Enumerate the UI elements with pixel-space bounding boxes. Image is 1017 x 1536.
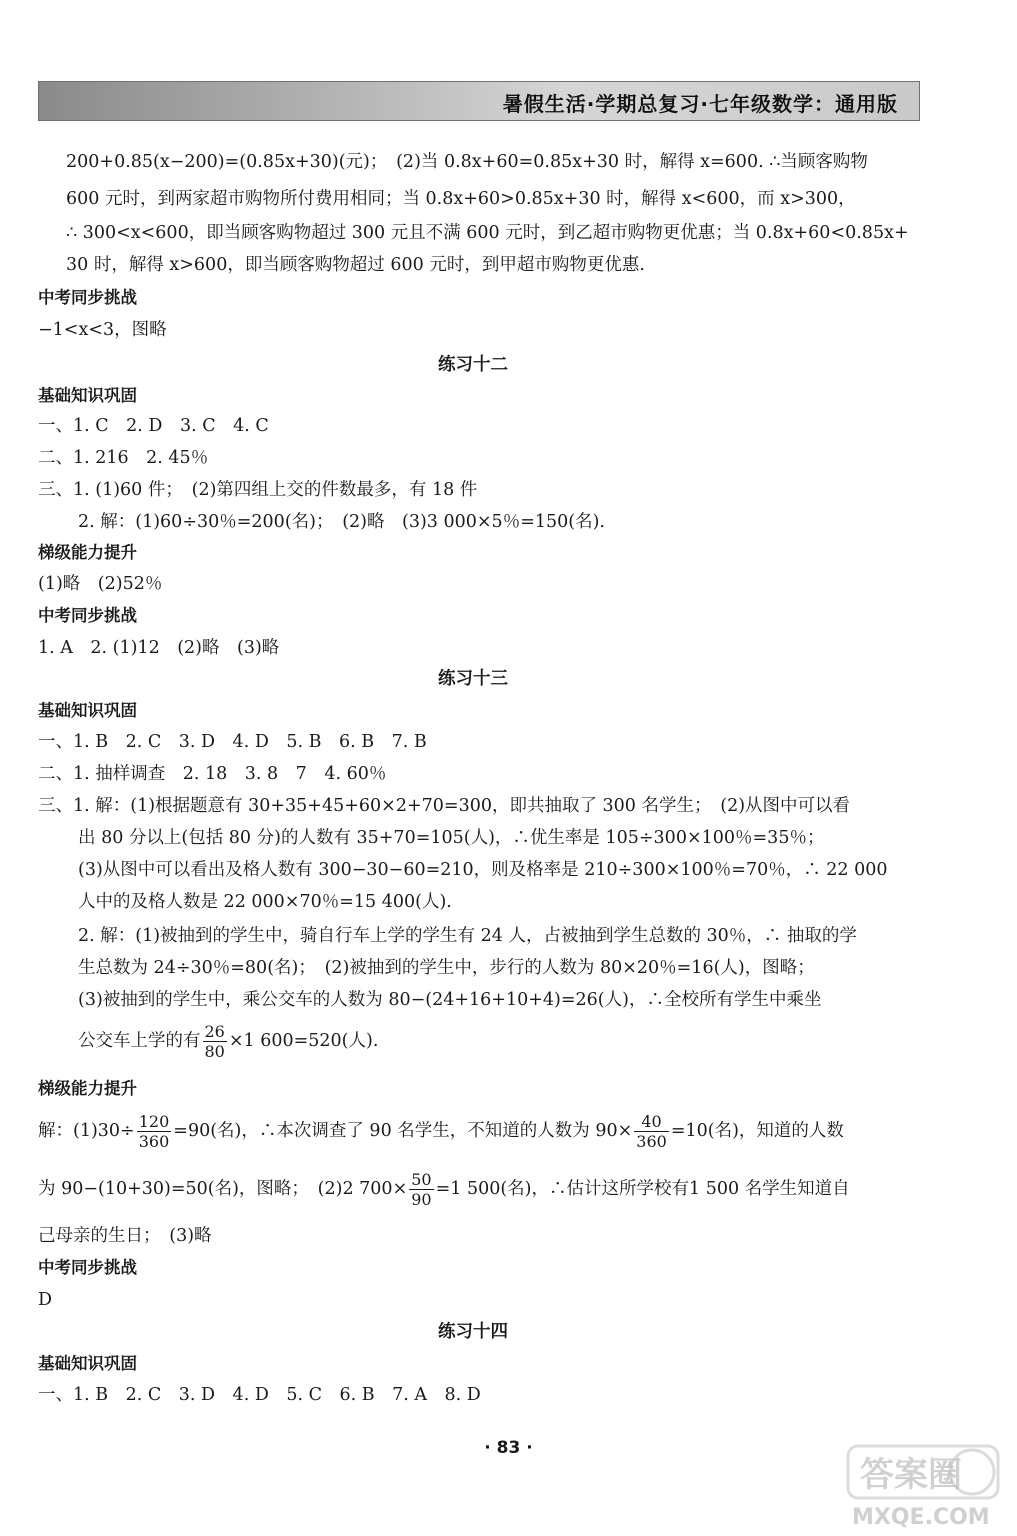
exercise-title: 练习十三 <box>438 669 508 689</box>
fraction <box>137 1112 172 1151</box>
header-title: 暑假生活·学期总复习·七年级数学：通用版 <box>502 92 898 116</box>
text-fragment: 为 90−(10+30)=50(名)，图略； (2)2 700× <box>38 1179 408 1199</box>
answer-line: 三、1. 解：(1)根据题意有 30+35+45+60×2+70=300，即共抽取了 300 名学生； (2)从图中可以看 <box>38 796 851 816</box>
fraction-numerator: 26 <box>204 1022 225 1041</box>
answer-line: 二、1. 216 2. 45％ <box>38 448 209 468</box>
answer-line: 己母亲的生日； (3)略 <box>38 1226 212 1246</box>
header-bar <box>38 81 920 121</box>
answer-line: 一、1. B 2. C 3. D 4. D 5. B 6. B 7. B <box>38 732 427 752</box>
answer-line: 一、1. C 2. D 3. C 4. C <box>38 416 269 436</box>
answer-line: 人中的及格人数是 22 000×70％=15 400(人). <box>78 892 452 912</box>
answer-line: −1<x<3，图略 <box>38 320 167 340</box>
answer-line <box>38 1112 844 1151</box>
text-fragment: ×1 600=520(人). <box>228 1031 379 1051</box>
text-fragment: =1 500(名)，∴估计这所学校有1 500 名学生知道自 <box>435 1179 850 1199</box>
answer-line: 2. 解：(1)被抽到的学生中，骑自行车上学的学生有 24 人，占被抽到学生总数的 30％，∴ 抽取的学 <box>78 926 857 946</box>
text-fragment: 解：(1)30÷ <box>38 1121 135 1141</box>
section-heading: 基础知识巩固 <box>38 386 137 405</box>
section-heading: 基础知识巩固 <box>38 701 137 720</box>
fraction <box>409 1170 433 1209</box>
answer-line: 600 元时，到两家超市购物所付费用相同；当 0.8x+60>0.85x+30 时，解得 x<600，而 x>300， <box>66 189 856 209</box>
exercise-title: 练习十二 <box>438 355 508 375</box>
watermark-url-text: MXQE.COM <box>852 1505 990 1530</box>
answer-line: D <box>38 1290 53 1310</box>
fraction-numerator: 120 <box>138 1112 170 1131</box>
section-heading: 梯级能力提升 <box>38 1079 137 1098</box>
watermark-logo <box>840 1440 1010 1532</box>
text-fragment: 公交车上学的有 <box>78 1031 201 1051</box>
answer-line: 1. A 2. (1)12 (2)略 (3)略 <box>38 638 280 658</box>
fraction-numerator: 40 <box>634 1112 669 1132</box>
answer-line <box>38 1170 850 1209</box>
section-heading: 中考同步挑战 <box>38 288 137 307</box>
section-heading: 中考同步挑战 <box>38 606 137 625</box>
answer-line: (3)从图中可以看出及格人数有 300−30−60=210，则及格率是 210÷300×100％=70％，∴ 22 000 <box>78 860 888 880</box>
answer-line: (3)被抽到的学生中，乘公交车的人数为 80−(24+16+10+4)=26(人)，∴全校所有学生中乘坐 <box>78 990 822 1010</box>
answer-line: 2. 解：(1)60÷30％=200(名)； (2)略 (3)3 000×5％=150(名). <box>78 512 605 532</box>
answer-line: 一、1. B 2. C 3. D 4. D 5. C 6. B 7. A 8. D <box>38 1385 481 1405</box>
answer-line: 200+0.85(x−200)=(0.85x+30)(元)； (2)当 0.8x+60=0.85x+30 时，解得 x=600. ∴当顾客购物 <box>66 152 868 172</box>
answer-line: ∴ 300<x<600，即当顾客购物超过 300 元且不满 600 元时，到乙超市购物更优惠；当 0.8x+60<0.85x+ <box>66 223 909 243</box>
watermark-logo-text: 答案圈 <box>860 1455 962 1495</box>
text-fragment: =10(名)，知道的人数 <box>670 1121 844 1141</box>
fraction <box>634 1112 669 1151</box>
exercise-title: 练习十四 <box>438 1322 508 1342</box>
answer-line: 出 80 分以上(包括 80 分)的人数有 35+70=105(人)，∴优生率是 105÷300×100％=35％； <box>78 828 825 848</box>
fraction <box>203 1022 227 1061</box>
section-heading: 基础知识巩固 <box>38 1354 137 1373</box>
answer-line <box>78 1022 378 1061</box>
fraction-denominator: 90 <box>411 1190 432 1209</box>
fraction-denominator: 80 <box>204 1042 225 1061</box>
section-heading: 梯级能力提升 <box>38 543 137 562</box>
fraction-denominator: 360 <box>138 1132 170 1151</box>
text-fragment: =90(名)，∴本次调查了 90 名学生，不知道的人数为 90× <box>173 1121 633 1141</box>
section-heading: 中考同步挑战 <box>38 1258 137 1277</box>
fraction-numerator: 50 <box>411 1170 432 1189</box>
page-number: · 83 · <box>484 1438 533 1458</box>
answer-line: 生总数为 24÷30％=80(名)； (2)被抽到的学生中，步行的人数为 80×20％=16(人)，图略； <box>78 958 815 978</box>
fraction-denominator: 360 <box>636 1132 667 1151</box>
answer-line: (1)略 (2)52％ <box>38 574 163 594</box>
answer-line: 30 时，解得 x>600，即当顾客购物超过 600 元时，到甲超市购物更优惠. <box>66 255 645 275</box>
answer-line: 二、1. 抽样调查 2. 18 3. 8 7 4. 60％ <box>38 764 387 784</box>
answer-line: 三、1. (1)60 件； (2)第四组上交的件数最多，有 18 件 <box>38 480 478 500</box>
